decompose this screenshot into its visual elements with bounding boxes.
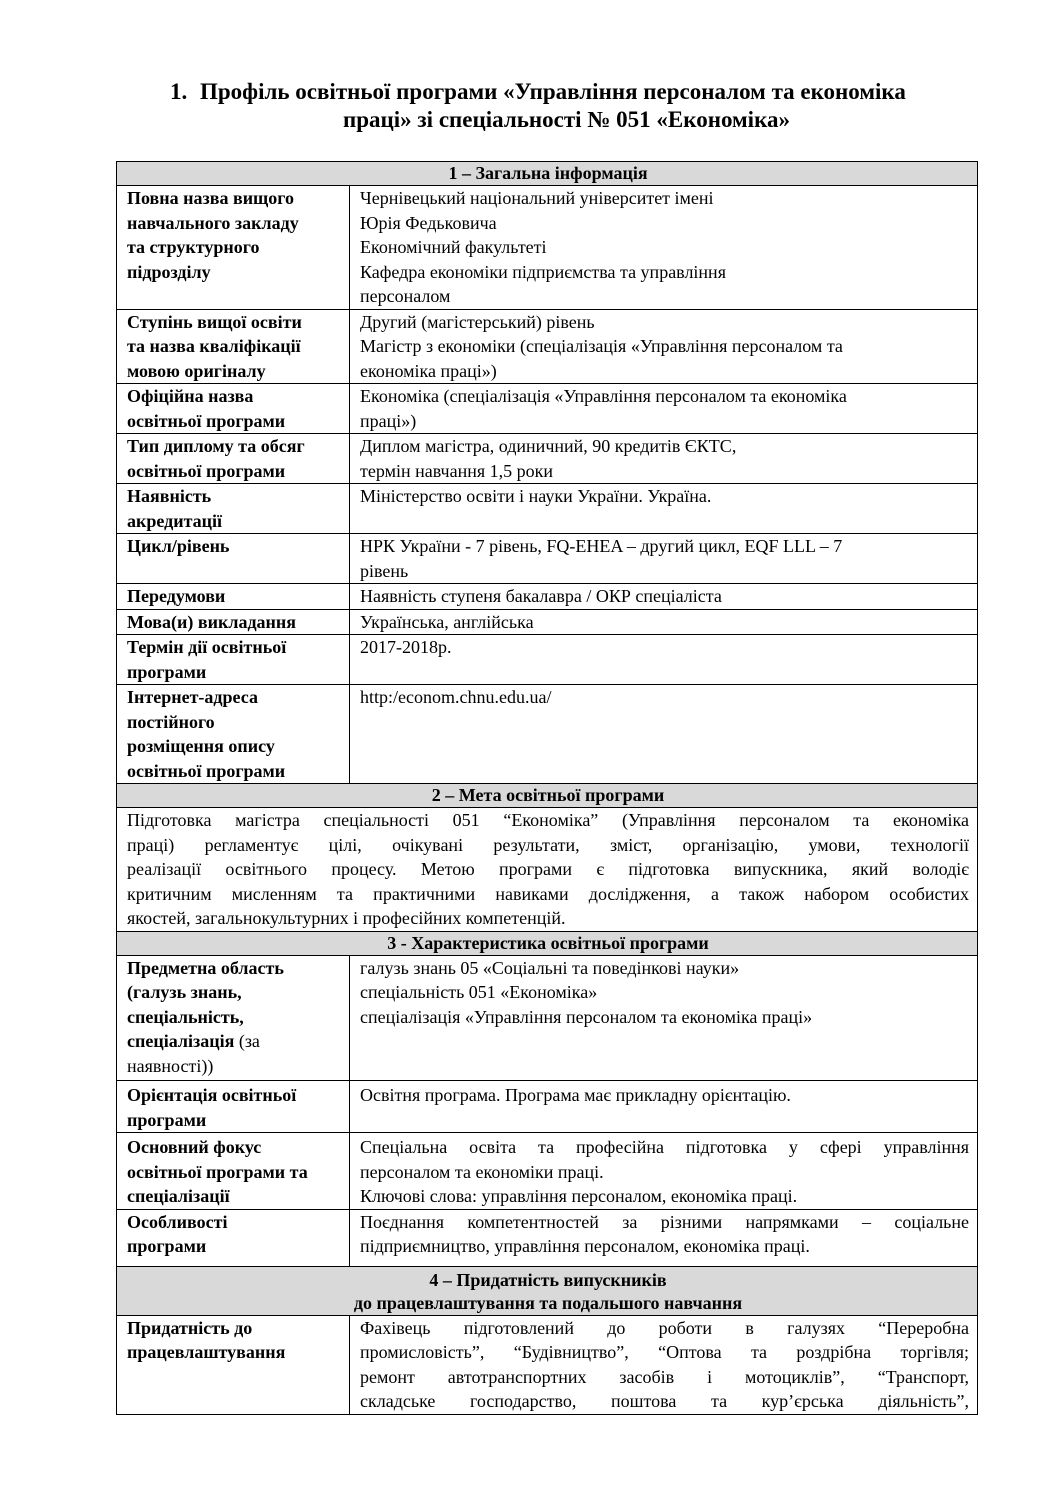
table-row bbox=[117, 1081, 978, 1133]
table-row bbox=[117, 635, 978, 685]
languages-label: Мова(и) викладання bbox=[117, 609, 350, 635]
table-row bbox=[117, 609, 978, 635]
validity-value: 2017-2018р. bbox=[350, 635, 978, 685]
degree-label: Ступінь вищої освіти та назва кваліфікації мовою оригіналу bbox=[117, 309, 350, 384]
section-4-header-row bbox=[117, 1266, 978, 1315]
table-row bbox=[117, 384, 978, 434]
table-row bbox=[117, 685, 978, 784]
section-3-header: 3 - Характеристика освітньої програми bbox=[117, 931, 978, 955]
official-name-label: Офіційна назва освітньої програми bbox=[117, 384, 350, 434]
table-row bbox=[117, 955, 978, 1081]
orientation-label: Орієнтація освітньої програми bbox=[117, 1081, 350, 1133]
employability-value: Фахівець підготовлений до роботи в галузях “Переробна промисловість”, “Будівництво”, “Оптова та роздрібна торгівля; ремонт автотранспортних засобів і мотоциклів”, “Транспорт, складське господарство, поштова та кур’єрська діяльність”, bbox=[350, 1315, 978, 1414]
table-row bbox=[117, 186, 978, 310]
validity-label: Термін дії освітньої програми bbox=[117, 635, 350, 685]
table-row bbox=[117, 808, 978, 932]
section-2-header: 2 – Мета освітньої програми bbox=[117, 784, 978, 808]
diploma-label: Тип диплому та обсяг освітньої програми bbox=[117, 434, 350, 484]
url-label: Інтернет-адреса постійного розміщення опису освітньої програми bbox=[117, 685, 350, 784]
focus-label: Основний фокус освітньої програми та спеціалізації bbox=[117, 1133, 350, 1210]
diploma-value: Диплом магістра, одиничний, 90 кредитів ЄКТС, термін навчання 1,5 роки bbox=[350, 434, 978, 484]
table-row bbox=[117, 434, 978, 484]
degree-value: Другий (магістерський) рівень Магістр з економіки (спеціалізація «Управління персоналом та економіка праці») bbox=[350, 309, 978, 384]
table-row bbox=[117, 534, 978, 584]
program-goal-text: Підготовка магістра спеціальності 051 “Економіка” (Управління персоналом та економіка праці) регламентує цілі, очікувані результати, зміст, організацію, умови, технології реалізації освітнього процесу. Метою програми є підготовка випускника, який володіє критичним мисленням та практичними навиками дослідження, а також набором особистих якостей, загальнокультурних і професійних компетенцій. bbox=[117, 808, 978, 932]
table-row bbox=[117, 1315, 978, 1414]
program-profile-table bbox=[116, 161, 978, 1415]
accreditation-label: Наявність акредитації bbox=[117, 484, 350, 534]
subject-area-label: Предметна область (галузь знань, спеціальність, спеціалізація (за наявності)) bbox=[117, 955, 350, 1081]
institution-value: Чернівецький національний університет імені Юрія Федьковича Економічний факультеті Кафедра економіки підприємства та управління персоналом bbox=[350, 186, 978, 310]
subject-area-value: галузь знань 05 «Соціальні та поведінкові науки» спеціальність 051 «Економіка» спеціалізація «Управління персоналом та економіка праці» bbox=[350, 955, 978, 1081]
section-4-header: 4 – Придатність випускників до працевлаштування та подальшого навчання bbox=[117, 1266, 978, 1315]
table-row bbox=[117, 309, 978, 384]
page-title bbox=[160, 78, 1000, 134]
cycle-value: НРК України - 7 рівень, FQ-EHEA – другий цикл, EQF LLL – 7 рівень bbox=[350, 534, 978, 584]
section-3-header-row bbox=[117, 931, 978, 955]
features-label: Особливості програми bbox=[117, 1209, 350, 1266]
features-value: Поєднання компетентностей за різними напрямками – соціальне підприємництво, управління персоналом, економіка праці. bbox=[350, 1209, 978, 1266]
program-url-link[interactable]: http:/econom.chnu.edu.ua/ bbox=[360, 687, 552, 707]
orientation-value: Освітня програма. Програма має прикладну орієнтацію. bbox=[350, 1081, 978, 1133]
institution-label: Повна назва вищого навчального закладу та структурного підрозділу bbox=[117, 186, 350, 310]
focus-value: Спеціальна освіта та професійна підготовка у сфері управління персоналом та економіки праці. Ключові слова: управління персоналом, економіка праці. bbox=[350, 1133, 978, 1210]
table-row bbox=[117, 1209, 978, 1266]
official-name-value: Економіка (спеціалізація «Управління персоналом та економіка праці») bbox=[350, 384, 978, 434]
table-row bbox=[117, 584, 978, 610]
prerequisites-label: Передумови bbox=[117, 584, 350, 610]
section-1-header: 1 – Загальна інформація bbox=[117, 162, 978, 186]
table-row bbox=[117, 484, 978, 534]
url-value bbox=[350, 685, 978, 784]
languages-value: Українська, англійська bbox=[350, 609, 978, 635]
cycle-label: Цикл/рівень bbox=[117, 534, 350, 584]
section-2-header-row bbox=[117, 784, 978, 808]
title-line-2: праці» зі спеціальності № 051 «Економіка» bbox=[343, 107, 790, 132]
table-row bbox=[117, 1133, 978, 1210]
title-line-1: 1. Профіль освітньої програми «Управління персоналом та економіка bbox=[170, 79, 906, 104]
section-1-header-row bbox=[117, 162, 978, 186]
prerequisites-value: Наявність ступеня бакалавра / ОКР спеціаліста bbox=[350, 584, 978, 610]
employability-label: Придатність до працевлаштування bbox=[117, 1315, 350, 1414]
accreditation-value: Міністерство освіти і науки України. Україна. bbox=[350, 484, 978, 534]
